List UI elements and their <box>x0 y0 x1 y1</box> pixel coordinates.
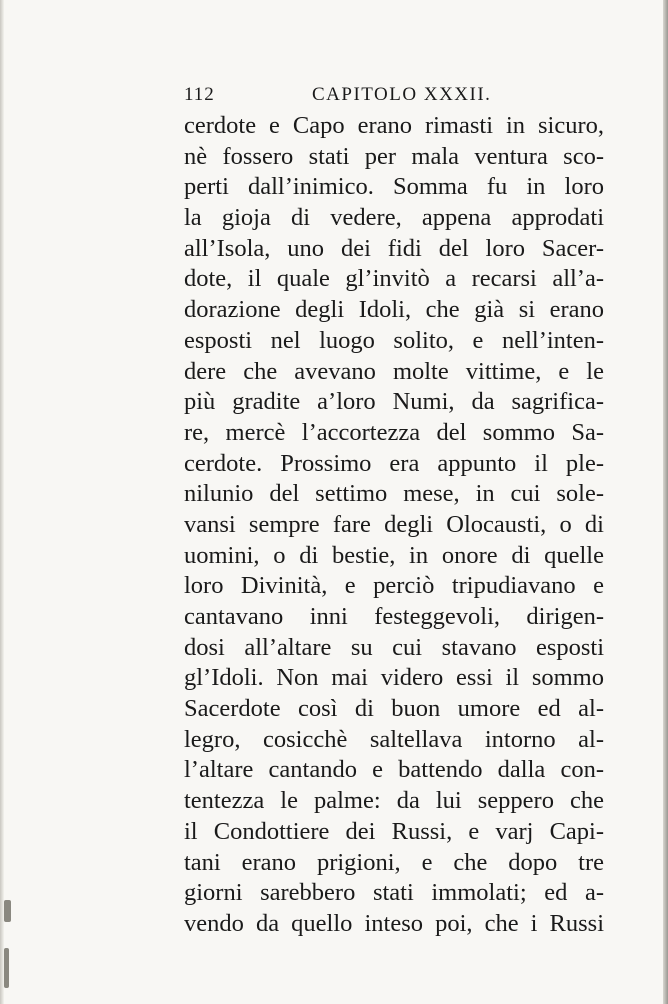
margin-ink-speck <box>4 900 11 922</box>
text-line: giorni sarebbero stati immolati; ed a- <box>184 879 604 907</box>
text-line: dere che avevano molte vittime, e le <box>184 357 604 385</box>
page-left-edge-shadow <box>0 0 4 1004</box>
text-line: tentezza le palme: da lui seppero che <box>184 787 604 815</box>
text-line: Sacerdote così di buon umore ed al- <box>184 695 604 723</box>
text-line: esposti nel luogo solito, e nell’inten- <box>184 326 604 354</box>
page-number: 112 <box>184 84 215 105</box>
text-line: nilunio del settimo mese, in cui sole- <box>184 480 604 508</box>
text-line: la gioja di vedere, appena approdati <box>184 204 604 232</box>
text-line: nè fossero stati per mala ventura sco- <box>184 142 604 170</box>
text-line: gl’Idoli. Non mai videro essi il sommo <box>184 664 604 692</box>
margin-ink-speck <box>4 948 9 988</box>
text-line: re, mercè l’accortezza del sommo Sa- <box>184 418 604 446</box>
text-line: legro, cosicchè saltellava intorno al- <box>184 725 604 753</box>
chapter-title: CAPITOLO XXXII. <box>312 84 492 105</box>
text-line: cerdote e Capo erano rimasti in sicuro, <box>184 112 604 139</box>
text-line: vendo da quello inteso poi, che i Russi <box>184 909 604 937</box>
text-line: all’Isola, uno dei fidi del loro Sacer- <box>184 234 604 262</box>
text-line: dorazione degli Idoli, che già si erano <box>184 296 604 324</box>
body-text <box>184 111 604 940</box>
text-line: più gradite a’loro Numi, da sagrifica- <box>184 388 604 416</box>
text-line: uomini, o di bestie, in onore di quelle <box>184 541 604 569</box>
text-line: l’altare cantando e battendo dalla con- <box>184 756 604 784</box>
text-line: il Condottiere dei Russi, e varj Capi- <box>184 817 604 845</box>
text-line: loro Divinità, e perciò tripudiavano e <box>184 572 604 600</box>
page-right-edge-shadow <box>663 0 668 1004</box>
running-header <box>184 84 604 114</box>
text-line: dosi all’altare su cui stavano esposti <box>184 633 604 661</box>
text-line: perti dall’inimico. Somma fu in loro <box>184 173 604 201</box>
text-line: dote, il quale gl’invitò a recarsi all’a- <box>184 265 604 293</box>
text-line: tani erano prigioni, e che dopo tre <box>184 848 604 876</box>
text-line: vansi sempre fare degli Olocausti, o di <box>184 510 604 538</box>
text-line: cantavano inni festeggevoli, dirigen- <box>184 603 604 630</box>
text-line: cerdote. Prossimo era appunto il ple- <box>184 449 604 477</box>
